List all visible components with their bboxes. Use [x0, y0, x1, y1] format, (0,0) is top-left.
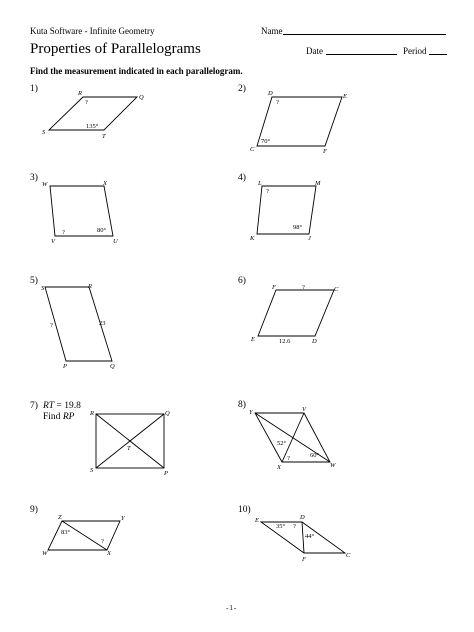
vertex-label: Z — [58, 514, 62, 521]
vertex-label: E — [251, 336, 255, 343]
vertex-label: C — [250, 146, 255, 153]
problem-number: 3) — [30, 173, 38, 183]
vertex-label: S — [41, 285, 45, 292]
problem-number: 6) — [238, 276, 246, 286]
vertex-label: D — [268, 90, 273, 97]
measure-label: ? — [62, 229, 65, 236]
vertex-label: U — [113, 238, 118, 245]
vertex-label: R — [88, 283, 92, 290]
vertex-label: V — [302, 406, 306, 413]
measure-label: ? — [302, 284, 305, 291]
measure-label: 60° — [310, 452, 320, 459]
vertex-label: W — [330, 462, 336, 469]
measure-label: 44° — [305, 533, 315, 540]
vertex-label: D — [312, 338, 317, 345]
measure-label: ? — [266, 188, 269, 195]
vertex-label: T — [127, 445, 131, 452]
problem-number: 10) — [238, 505, 251, 515]
publisher-label: Kuta Software - Infinite Geometry — [30, 26, 155, 36]
page-number: -1- — [226, 604, 238, 612]
vertex-label: W — [42, 550, 48, 557]
find-var: RP — [62, 412, 75, 422]
measure-label: 98° — [293, 224, 303, 231]
vertex-label: R — [78, 90, 82, 97]
vertex-label: F — [323, 148, 327, 155]
diagonal-df — [302, 522, 304, 553]
vertex-label: Y — [249, 409, 253, 416]
problem-number: 5) — [30, 276, 38, 286]
find-label: Find — [43, 412, 63, 422]
given-lhs: RT — [43, 401, 55, 411]
vertex-label: K — [250, 235, 255, 242]
diagonal-vx — [282, 413, 304, 462]
vertex-label: D — [300, 514, 305, 521]
vertex-label: X — [107, 550, 111, 557]
parallelogram-6 — [258, 290, 334, 336]
vertex-label: X — [277, 464, 281, 471]
vertex-label: T — [102, 133, 106, 140]
measure-label: 80° — [97, 227, 107, 234]
measure-label: ? — [287, 455, 290, 462]
vertex-label: F — [272, 284, 276, 291]
measure-label: 52° — [277, 440, 287, 447]
measure-label: ? — [85, 99, 88, 106]
measure-label: 135° — [86, 123, 99, 130]
vertex-label: E — [255, 517, 259, 524]
problem-number: 7) — [30, 401, 38, 411]
problem-number: 8) — [238, 400, 246, 410]
problem-number: 4) — [238, 173, 246, 183]
measure-label: 70° — [261, 138, 271, 145]
vertex-label: Q — [165, 410, 170, 417]
vertex-label: V — [51, 238, 55, 245]
measure-label: 35° — [276, 523, 286, 530]
vertex-label: L — [258, 180, 262, 187]
given-rhs: = 19.8 — [54, 401, 81, 411]
problem-number: 2) — [238, 84, 246, 94]
vertex-label: W — [42, 181, 48, 188]
problem-number: 1) — [30, 84, 38, 94]
measure-label: 12.6 — [279, 338, 291, 345]
vertex-label: J — [308, 235, 311, 242]
vertex-label: F — [302, 556, 306, 563]
page-title: Properties of Parallelograms — [30, 41, 201, 57]
vertex-label: E — [343, 93, 347, 100]
vertex-label: Q — [139, 94, 144, 101]
measure-label: 83° — [61, 529, 71, 536]
date-label: Date — [306, 46, 323, 56]
name-label: Name — [261, 26, 283, 36]
measure-label: 23 — [99, 320, 106, 327]
vertex-label: P — [164, 470, 168, 477]
problem-number: 9) — [30, 505, 38, 515]
vertex-label: R — [90, 410, 94, 417]
vertex-label: S — [42, 129, 46, 136]
vertex-label: C — [346, 552, 351, 559]
vertex-label: X — [103, 180, 107, 187]
measure-label: ? — [276, 99, 279, 106]
vertex-label: C — [334, 286, 339, 293]
vertex-label: S — [90, 467, 94, 474]
vertex-label: Q — [110, 363, 115, 370]
instructions: Find the measurement indicated in each parallelogram. — [30, 66, 243, 76]
measure-label: ? — [293, 523, 296, 530]
vertex-label: P — [63, 363, 67, 370]
vertex-label: M — [315, 180, 321, 187]
period-label: Period — [403, 46, 427, 56]
vertex-label: Y — [121, 515, 125, 522]
measure-label: ? — [50, 322, 53, 329]
measure-label: ? — [101, 538, 104, 545]
